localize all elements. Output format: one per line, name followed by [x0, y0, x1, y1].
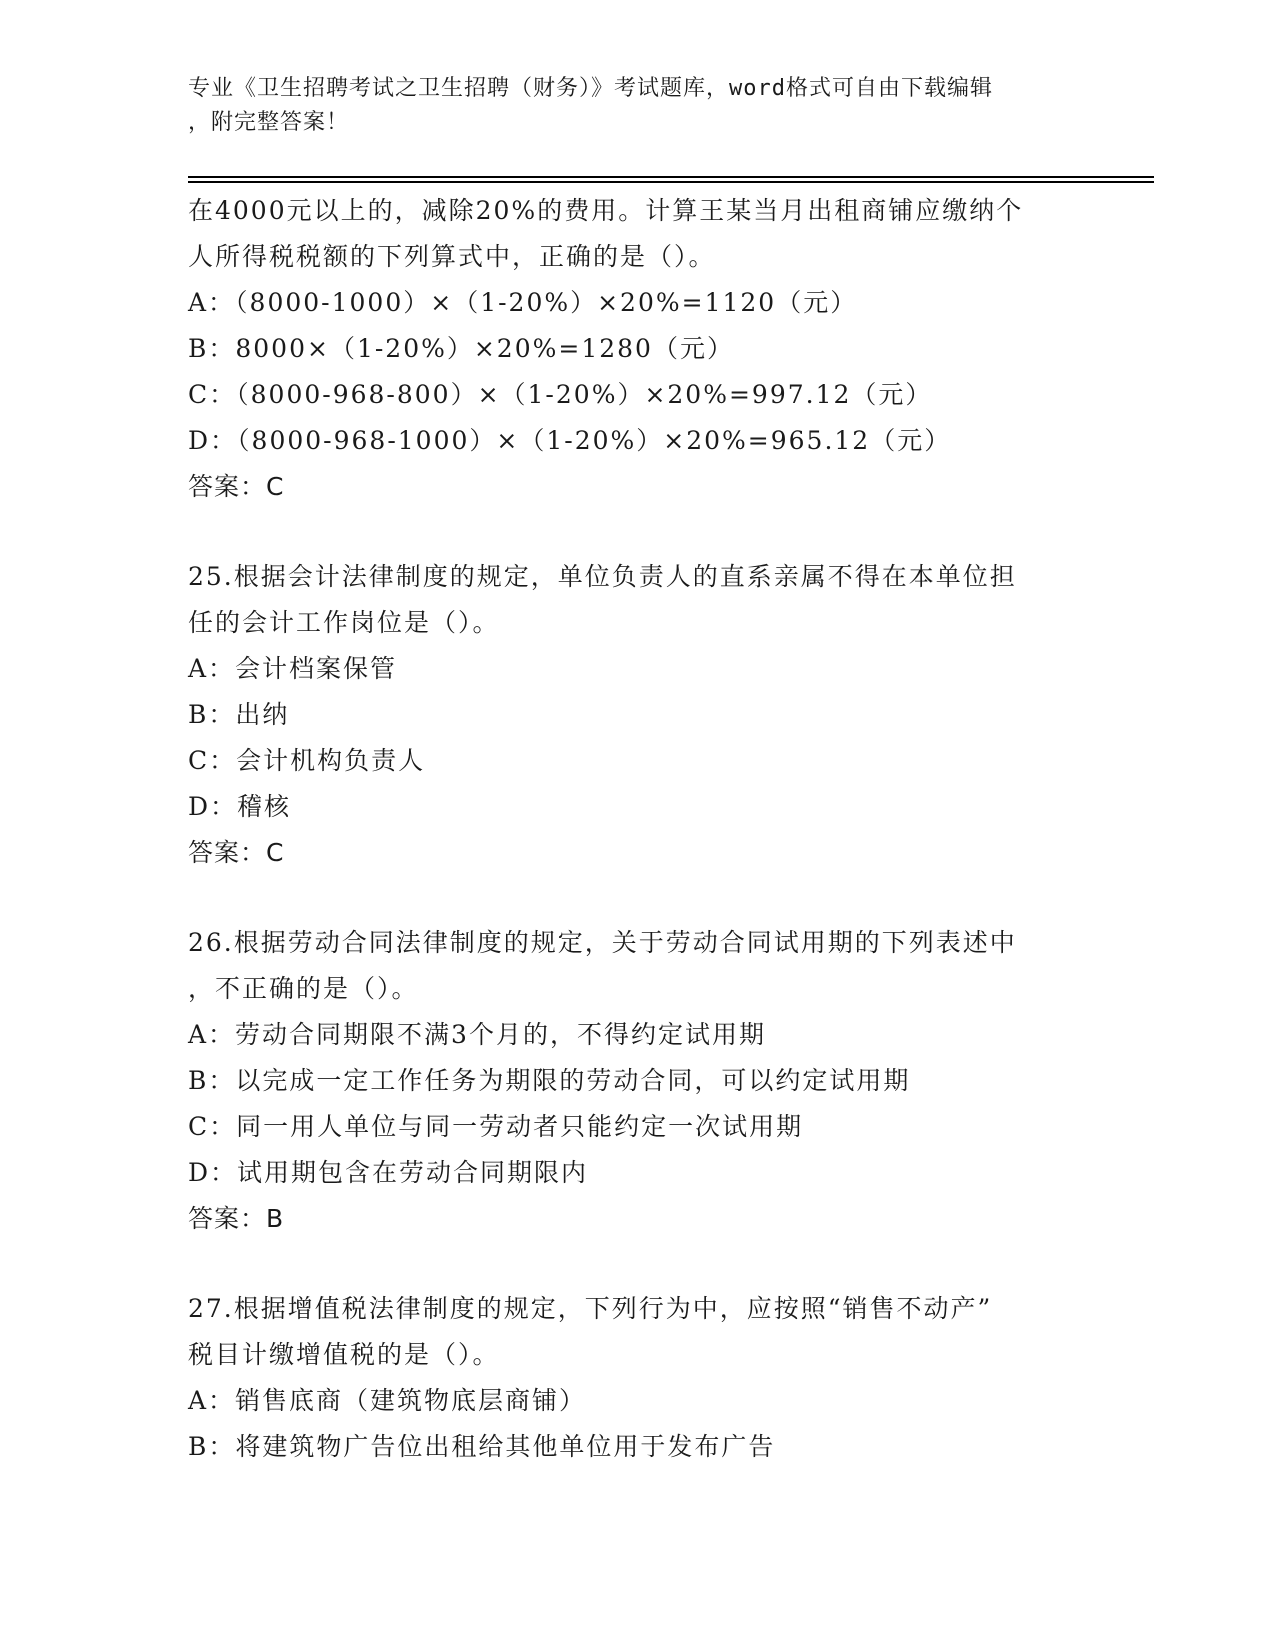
option-a: A：（8000-1000）×（1-20%）×20%=1120（元） [188, 288, 858, 317]
answer-line: 答案：C [188, 472, 285, 501]
question-27 [188, 1286, 1088, 1470]
option-b: B：出纳 [188, 700, 290, 729]
spacer [188, 876, 1088, 920]
question-stem: ，不正确的是（）。 [188, 974, 419, 1003]
header-line-1: 专业《卫生招聘考试之卫生招聘（财务）》考试题库，word格式可自由下载编辑 [188, 76, 993, 101]
option-a: A：会计档案保管 [188, 654, 398, 683]
question-stem: 27.根据增值税法律制度的规定，下列行为中，应按照“销售不动产” [188, 1294, 993, 1323]
option-d: D：（8000-968-1000）×（1-20%）×20%=965.12（元） [188, 426, 952, 455]
question-stem: 人所得税税额的下列算式中，正确的是（）。 [188, 242, 716, 271]
question-stem: 在4000元以上的，减除20%的费用。计算王某当月出租商铺应缴纳个 [188, 196, 1024, 225]
question-26 [188, 920, 1088, 1242]
question-stem: 26.根据劳动合同法律制度的规定，关于劳动合同试用期的下列表述中 [188, 928, 1017, 957]
page-header [188, 72, 1088, 140]
header-rule-bottom [188, 181, 1154, 183]
question-stem: 税目计缴增值税的是（）。 [188, 1340, 500, 1369]
option-d: D：稽核 [188, 792, 292, 821]
answer-line: 答案：B [188, 1204, 285, 1233]
question-stem: 25.根据会计法律制度的规定，单位负责人的直系亲属不得在本单位担 [188, 562, 1017, 591]
option-c: C：（8000-968-800）×（1-20%）×20%=997.12（元） [188, 380, 933, 409]
question-25 [188, 554, 1088, 876]
option-d: D：试用期包含在劳动合同期限内 [188, 1158, 589, 1187]
question-24 [188, 188, 1088, 510]
answer-line: 答案：C [188, 838, 285, 867]
question-stem: 任的会计工作岗位是（）。 [188, 608, 500, 637]
option-c: C：同一用人单位与同一劳动者只能约定一次试用期 [188, 1112, 804, 1141]
document-body [188, 188, 1088, 1470]
spacer [188, 510, 1088, 554]
option-b: B：将建筑物广告位出租给其他单位用于发布广告 [188, 1432, 776, 1461]
header-rule-top [188, 176, 1154, 178]
option-a: A：劳动合同期限不满3个月的，不得约定试用期 [188, 1020, 766, 1049]
header-line-2: ，附完整答案！ [188, 110, 350, 135]
option-a: A：销售底商（建筑物底层商铺） [188, 1386, 587, 1415]
option-b: B：8000×（1-20%）×20%=1280（元） [188, 334, 734, 363]
option-c: C：会计机构负责人 [188, 746, 426, 775]
spacer [188, 1242, 1088, 1286]
option-b: B：以完成一定工作任务为期限的劳动合同，可以约定试用期 [188, 1066, 911, 1095]
